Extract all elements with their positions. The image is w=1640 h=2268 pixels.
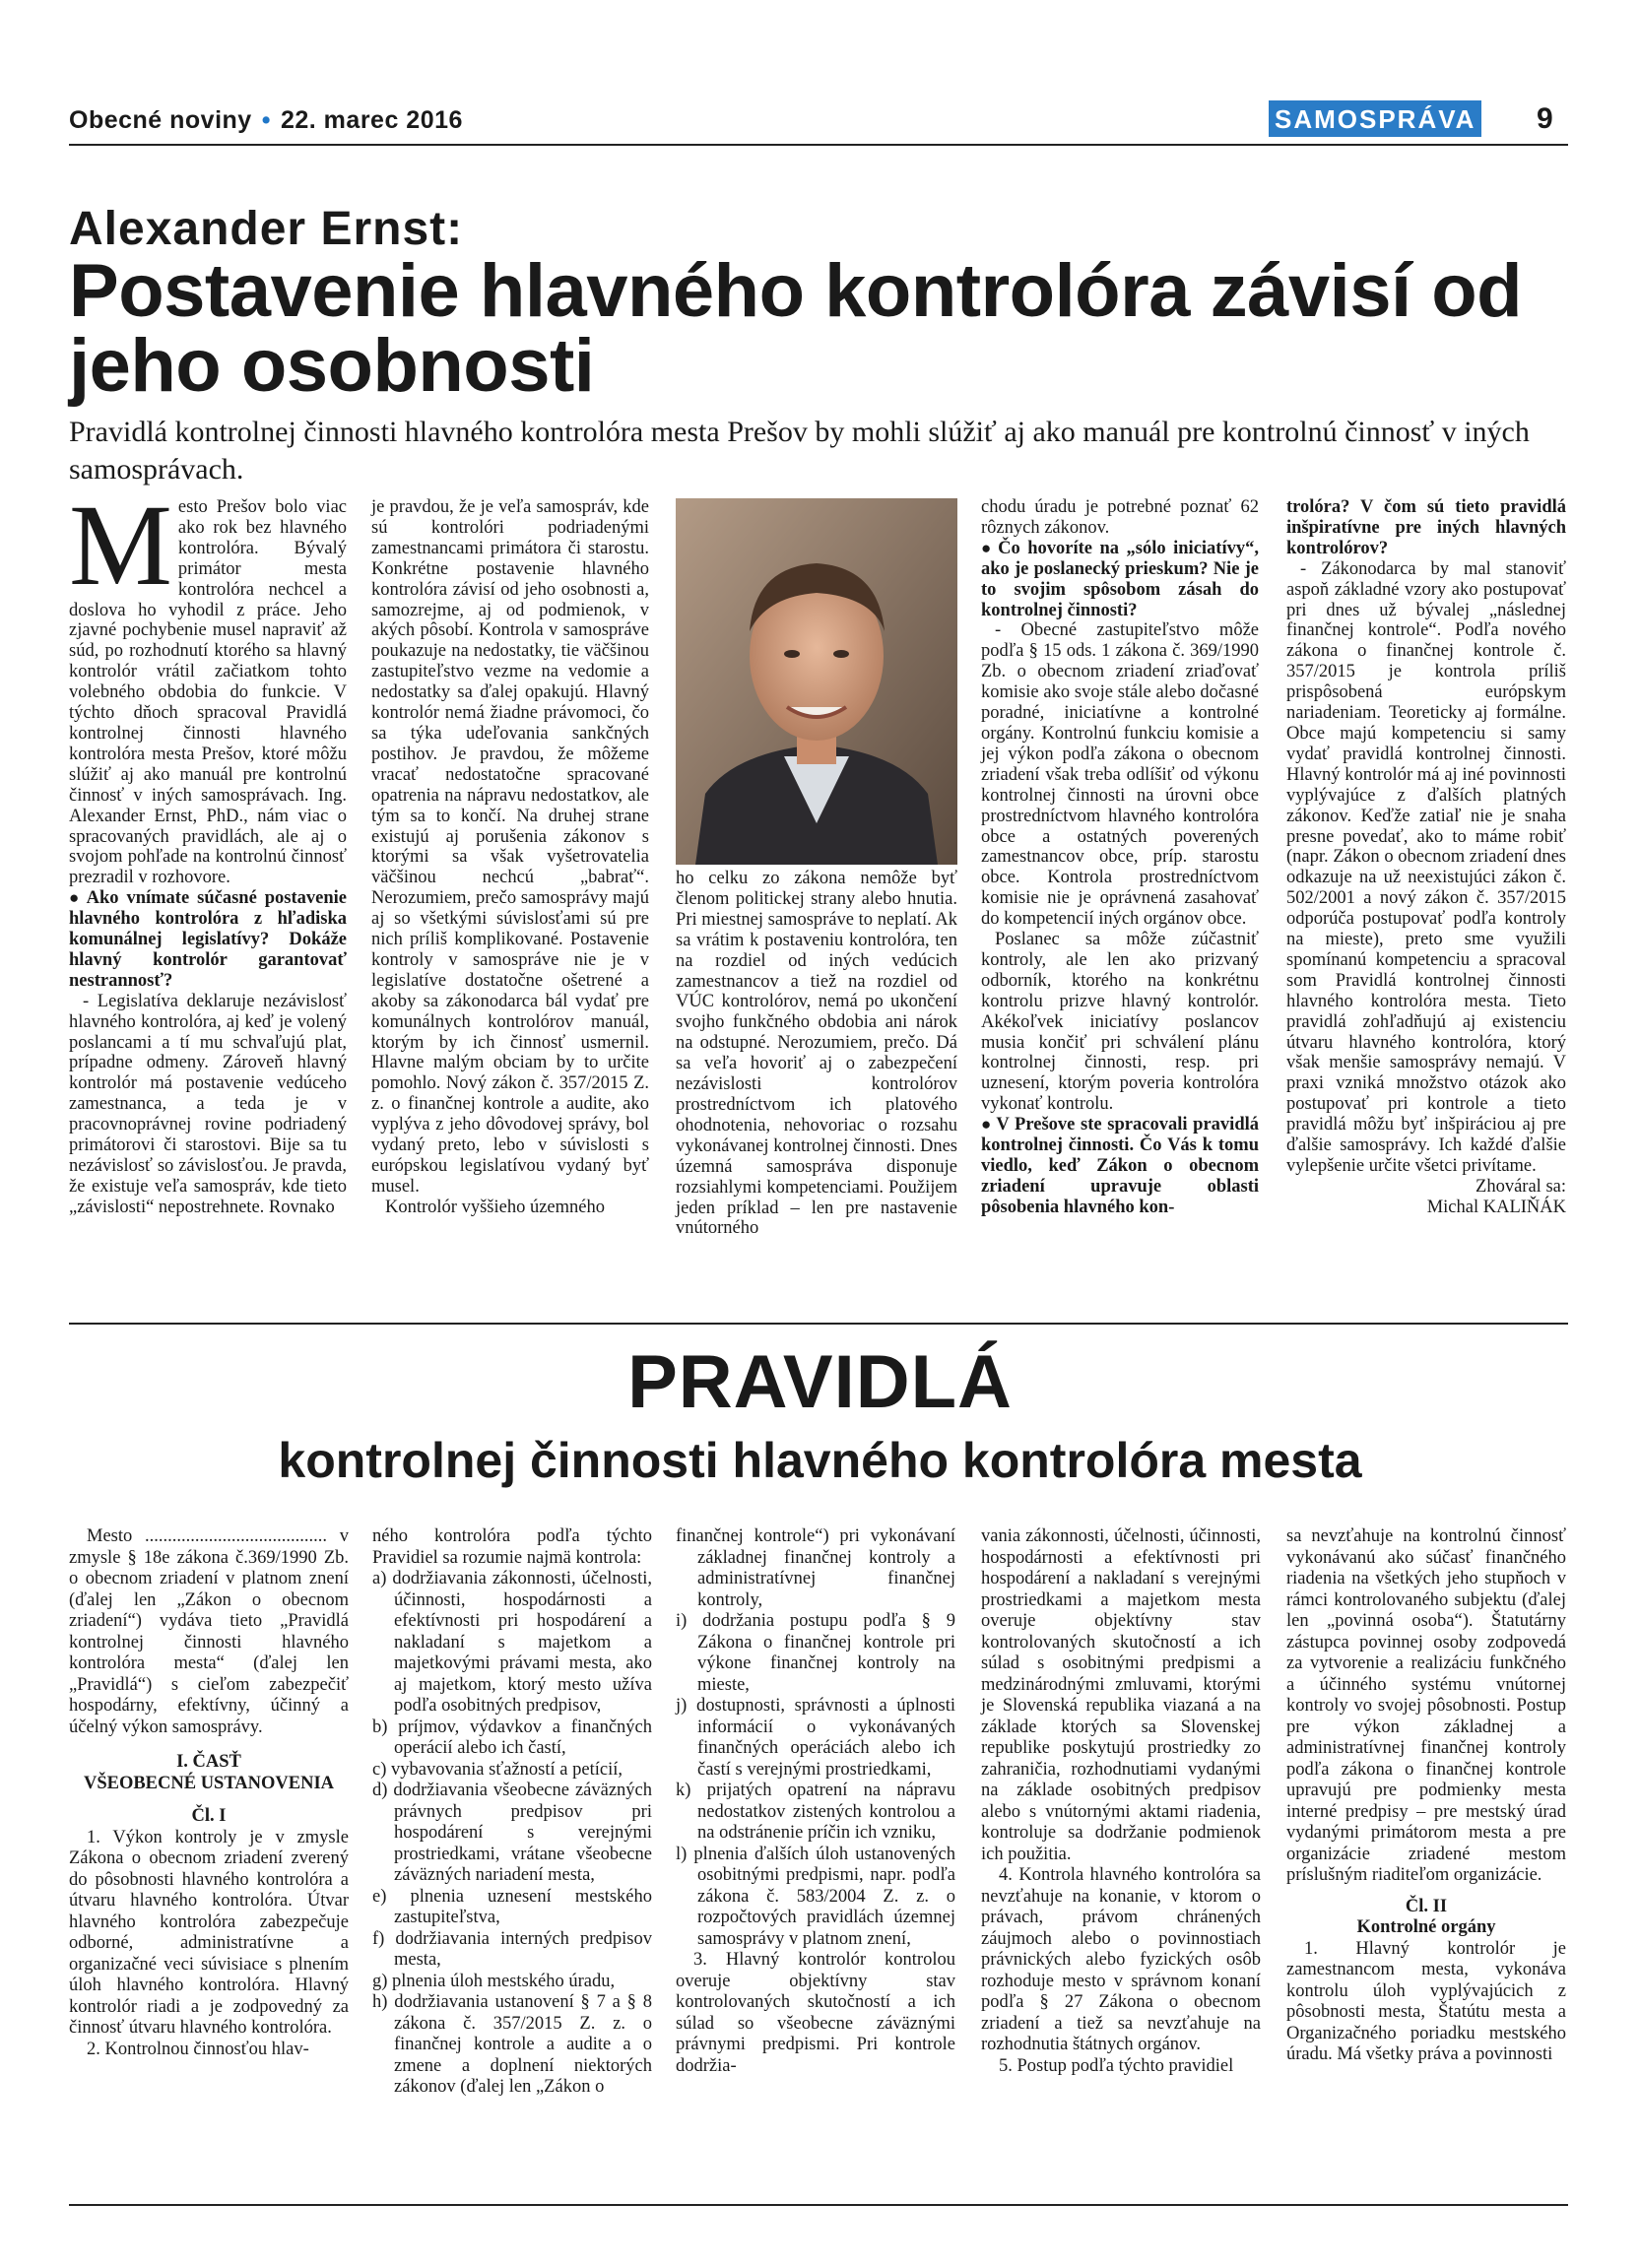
rules-column-1 — [69, 1526, 349, 2060]
list-item: i) dodržania postupu podľa § 9 Zákona o finančnej kontrole pri výkone finančnej kontroly na mieste, — [676, 1611, 955, 1695]
bullet-icon: ● — [981, 538, 995, 557]
answer-1-cont: je pravdou, že je veľa samospráv, kde sú kontrolóri podriadenými zamestnancami primátora či starostu. Konkrétne postavenie hlavného kontrolóra závisí od jeho osobnosti a, samozrejme, aj od podmienok, v akých pôsobí. Kontrola v samospráve poukazuje na nedostatky, tie väčšinou zastupiteľstvo vezme na vedomie a nedostatky sa ďalej opakujú. Hlavný kontrolór nemá žiadne právomoci, čo sa týka udeľovania sankčných postihov. Je pravdou, že môžeme vracať nedostatočne spracované opatrenia na nápravu nedostatkov, ale tým sa to končí. Na druhej strane existujú aj porušenia zákonov s ktorými sa však vyšetrovatelia väčšinou nechcú „babrať“. Nerozumiem, prečo samosprávy majú aj so všetkými súvislosťami sú pre nich príliš komplikované. Postavenie kontroly v samospráve nie je v legislatíve dostatočne ošetrené a akoby sa zákonodarca bál vydať pre komunálnych kontrolórov manuál, ktorým by ich činnosť usmernil. Hlavne malým obciam by to určite pomohlo. Nový zákon č. 357/2015 Z. z. o finančnej kontrole a audite, ako vyplýva z jeho dôvodovej správy, bol vydaný preto, lebo v súvislosti s európskou legislatívou vydaný byť musel. — [371, 497, 649, 1197]
header-rule — [69, 144, 1568, 146]
rules-paragraph-1: 1. Výkon kontroly je v zmysle Zákona o obecnom zriadení zverený do pôsobnosti hlavného kontrolóra a útvaru hlavného kontrolóra. Útvar hlavného kontrolóra zabezpečuje odborné, administratívne a organizačné veci súvisiace s plnením úloh hlavného kontrolóra. Hlavný kontrolór riadi a je zodpovedný za činnosť útvaru hlavného kontrolóra. — [69, 1827, 349, 2038]
list-item: b) príjmov, výdavkov a finančných operácií alebo ich častí, — [372, 1717, 652, 1758]
answer-1-cont-b: Kontrolór vyššieho územného — [385, 1197, 605, 1217]
list-item: a) dodržiavania zákonnosti, účelnosti, účinnosti, hospodárnosti a efektívnosti pri hospodárení a nakladaní s majetkom a majetkovými právami mesta, ako aj majetkom, ktorý mesto užíva podľa osobitných predpisov, — [372, 1569, 652, 1716]
rules-column-2 — [372, 1526, 652, 2099]
list-item: e) plnenia uznesení mestského zastupiteľstva, — [372, 1886, 652, 1927]
separator-dot: • — [261, 106, 271, 134]
list-item: g) plnenia úloh mestského úradu, — [372, 1971, 616, 1991]
paper-name: Obecné noviny — [69, 106, 252, 134]
rules-paragraph-5: 5. Postup podľa týchto pravidiel — [999, 2055, 1234, 2076]
issue-date: 22. marec 2016 — [280, 106, 463, 134]
article-number: Čl. II — [1405, 1896, 1448, 1916]
article-column-4 — [981, 497, 1259, 1218]
footer-rule — [69, 2204, 1568, 2206]
intro-paragraph: esto Prešov bolo viac ako rok bez hlavného kontrolóra. Bývalý primátor mesta kontrolóra nechcel a doslova ho vyhodil z práce. Jeho zjavné pochybenie musel napraviť až súd, po rozhodnutí ktorého sa hlavný kontrolór vrátil začiatkom tohto volebného obdobia do funkcie. V týchto dňoch spracoval Pravidlá kontrolnej činnosti hlavného kontrolóra mesta Prešov, ktoré môžu slúžiť aj ako manuál pre kontrolnú činnosť v iných samosprávach. Ing. Alexander Ernst, PhD., nám viac o spracovaných pravidlách, ale aj o svojom pohľade na kontrolnú činnosť prezradil v rozhovore. — [69, 497, 347, 888]
rules-c5-paragraph-1: 1. Hlavný kontrolór je zamestnancom mesta, vykonáva kontrolu úloh vyplývajúcich z pôsobnosti mesta, Štatútu mesta a Organizačného poriadku mestského úradu. Má všetky práva a povinnosti — [1286, 1938, 1566, 2064]
rules-paragraph-3: 3. Hlavný kontrolór kontrolou overuje objektívny stav kontrolovaných skutočností a ich súlad so všeobecne záväznými právnymi predpismi. Pri kontrole dodržia- — [676, 1950, 955, 2076]
question-2: ● Čo hovoríte na „sólo iniciatívy“, ako je poslanecký prieskum? Nie je to svojim spôsobom zásah do kontrolnej činnosti? — [981, 538, 1259, 620]
rules-subtitle: kontrolnej činnosti hlavného kontrolóra mesta — [278, 1433, 1362, 1488]
rules-paragraph-4: 4. Kontrola hlavného kontrolóra sa nevzťahuje na konanie, v ktorom o právach, právom chránených záujmoch alebo o povinnostiach právnických alebo fyzických osôb rozhoduje mesto v správnom konaní podľa § 27 Zákona o obecnom zriadení a tiež sa nevzťahuje na rozhodnutia štátnych orgánov. — [981, 1865, 1261, 2054]
rules-intro: Mesto ........................................ v zmysle § 18e zákona č.369/1990 Zb. o obecnom zriadení v platnom znení (ďalej len „Zákon o obecnom zriadení“) vydáva tieto „Pravidlá kontrolnej činnosti hlavného kontrolóra mesta“ (ďalej len „Pravidlá“) s cieľom zabezpečiť hospodárny, efektívny, účinný a účelný výkon samosprávy. — [69, 1526, 349, 1737]
section-divider — [69, 1323, 1568, 1325]
byline-label: Zhováral sa: — [1476, 1176, 1566, 1197]
article-column-3 — [676, 869, 957, 1239]
bullet-icon: ● — [69, 888, 83, 908]
masthead — [69, 106, 463, 135]
rules-c4-text: vania zákonnosti, účelnosti, účinnosti, hospodárnosti a efektívnosti pri hospodárení a nakladaní s verejnými prostriedkami a majetkom mesta overuje objektívny stav kontrolovaných skutočností a ich súlad s osobitnými predpismi a medzinárodnými zmluvami, ktorými je Slovenská republika viazaná a na základe ktorých sa Slovenskej republike poskytujú prostriedky zo zahraničia, rozhodnutiami vydanými na základe osobitných predpisov alebo s vnútornými aktami riadenia, kontroluje sa dodržanie podmienok ich použitia. — [981, 1526, 1261, 1864]
list-item: h) dodržiavania ustanovení § 7 a § 8 zákona č. 357/2015 Z. z. o finančnej kontrole a audite a o zmene a doplnení niektorých zákonov (ďalej len „Zákon o — [372, 1992, 652, 2097]
answer-1-end: chodu úradu je potrebné poznať 62 rôznych zákonov. — [981, 497, 1259, 538]
answer-2: - Obecné zastupiteľstvo môže podľa § 15 ods. 1 zákona č. 369/1990 Zb. o obecnom zriadení zriaďovať komisie ako svoje stále alebo dočasné poradné, iniciatívne a kontrolné orgány. Kontrolnú funkciu komisie a jej výkon podľa zákona o obecnom zriadení však treba odlíšiť od výkonu kontrolnej činnosti na úrovni obce prostredníctvom hlavného kontrolóra obce a ostatných poverených zamestnancov obce, príp. starostu obce. Kontrola prostredníctvom komisie nie je oprávnená zasahovať do kompetencií iných orgánov obce. — [981, 620, 1259, 930]
list-item: j) dostupnosti, správnosti a úplnosti informácií o vykonávaných finančných operáciách alebo ich častí s verejnými prostriedkami, — [676, 1696, 955, 1780]
bullet-icon: ● — [981, 1115, 993, 1134]
portrait-illustration — [676, 498, 957, 865]
list-item: finančnej kontrole“) pri vykonávaní základnej finančnej kontroly a administratívnej finančnej kontroly, — [676, 1526, 955, 1610]
rules-title: PRAVIDLÁ — [627, 1340, 1013, 1424]
answer-1-cont-c: ho celku zo zákona nemôže byť členom politickej strany alebo hnutia. Pri miestnej samospráve to neplatí. Ak sa vrátim k postaveniu kontrolóra, ten na rozdiel od iných vedúcich zamestnancov a tiež na rozdiel od VÚC kontrolórov, nemá po ukončení svojho funkčného obdobia ani nárok na odstupné. Nerozumiem, prečo. Dá sa veľa hovoriť aj o zabezpečení nezávislosti kontrolórov prostredníctvom ich platového ohodnotenia, nehovoriac o rozsahu vykonávanej kontrolnej činnosti. Dnes územná samospráva disponuje rozsiahlymi kompetenciami. Použijem jeden príklad – len pre nastavenie vnútorného — [676, 869, 957, 1239]
article-headline: Postavenie hlavného kontrolóra závisí od jeho osobnosti — [69, 249, 1523, 408]
article-column-5 — [1286, 497, 1566, 1218]
answer-1: - Legislatíva deklaruje nezávislosť hlavného kontrolóra, aj keď je volený poslancami a tí mu schvaľujú plat, prípadne odmeny. Zároveň hlavný kontrolór má postavenie vedúceho zamestnanca, a teda je v pracovnoprávnej rovine podriadený primátorovi či starostovi. Bije sa tu nezávislosť so závislosťou. Je pravda, že existuje veľa samospráv, kde tieto „závislosti“ nepostrehnete. Rovnako — [69, 991, 347, 1217]
page-number: 9 — [1537, 102, 1553, 135]
article-lead: Pravidlá kontrolnej činnosti hlavného kontrolóra mesta Prešov by mohli slúžiť aj ako manuál pre kontrolnú činnosť v iných samosprávach. — [69, 416, 1530, 486]
list-item: d) dodržiavania všeobecne záväzných právnych predpisov pri hospodárení s verejnými prostriedkami, vrátane všeobecne záväzných nariadení mesta, — [372, 1781, 652, 1885]
question-3-cont: trolóra? V čom sú tieto pravidlá inšpiratívne pre iných hlavných kontrolórov? — [1286, 497, 1566, 558]
rules-c5-text: sa nevzťahuje na kontrolnú činnosť vykonávanú ako súčasť finančného riadenia na všetkých jeho stupňoch v rámci kontrolovaného subjektu (ďalej len „povinná osoba“). Štatutárny zástupca povinnej osoby zodpovedá za vytvorenie a realizáciu funkčného a účinného systému vnútornej kontroly vo svojej pôsobnosti. Postup pre výkon základnej a administratívnej finančnej kontroly podľa zákona o finančnej kontrole upravujú pre podmienky mesta interné predpisy – pre mestský úrad vydanými primátorom mesta a pre organizácie zriadené mestom príslušným riaditeľom organizácie. — [1286, 1526, 1566, 1885]
rules-column-5 — [1286, 1526, 1566, 2066]
article-kicker: Alexander Ernst: — [69, 203, 464, 255]
list-item: k) prijatých opatrení na nápravu nedostatkov zistených kontrolou a na odstránenie príčin ich vzniku, — [676, 1781, 955, 1843]
dropcap: M — [69, 481, 172, 610]
list-item: c) vybavovania sťažností a petícií, — [372, 1759, 623, 1780]
byline-author: Michal KALIŇÁK — [1426, 1197, 1566, 1217]
answer-2b: Poslanec sa môže zúčastniť kontroly, ale len ako prizvaný odborník, ktorého na konkrétnu kontrolu prizve hlavný kontrolór. Akékoľvek iniciatívy poslancov musia končiť pri schválení plánu kontrolnej činnosti, resp. pri uznesení, ktorým poveria kontrolóra vykonať kontrolu. — [981, 930, 1259, 1115]
rules-column-4 — [981, 1526, 1261, 2077]
rules-paragraph-2: 2. Kontrolnou činnosťou hlav- — [87, 2039, 309, 2059]
part-heading: I. ČASŤ — [176, 1752, 241, 1772]
rules-c2-intro: ného kontrolóra podľa týchto Pravidiel sa rozumie najmä kontrola: — [372, 1526, 652, 1568]
article-number: Čl. I — [191, 1806, 227, 1826]
article-column-2 — [371, 497, 649, 1218]
rules-column-3 — [676, 1526, 955, 2077]
section-label: SAMOSPRÁVA — [1269, 100, 1481, 137]
question-1: ● Ako vnímate súčasné postavenie hlavného kontrolóra z hľadiska komunálnej legislatívy? Dokáže hlavný kontrolór garantovať nestrannosť? — [69, 888, 347, 991]
list-item: l) plnenia ďalších úloh ustanovených osobitnými predpismi, napr. podľa zákona č. 583/2004 Z. z. o rozpočtových pravidlách územnej samosprávy v platnom znení, — [676, 1844, 955, 1949]
question-3: ● V Prešove ste spracovali pravidlá kontrolnej činnosti. Čo Vás k tomu viedlo, keď Zákon o obecnom zriadení upravuje oblasti pôsobenia hlavného kon- — [981, 1115, 1259, 1217]
article-title: Kontrolné orgány — [1356, 1917, 1496, 1937]
list-item: f) dodržiavania interných predpisov mesta, — [372, 1928, 652, 1970]
part-title: VŠEOBECNÉ USTANOVENIA — [83, 1773, 335, 1793]
portrait-photo — [676, 498, 957, 865]
article-column-1 — [69, 481, 347, 1218]
answer-3: - Zákonodarca by mal stanoviť aspoň základné vzory ako postupovať pri dnes už bývalej „následnej finančnej kontrole“. Podľa nového zákona o finančnej kontrole č. 357/2015 je kontrola príliš prispôsobená európskym nariadeniam. Teoreticky aj formálne. Obce majú kompetenciu si samy vydať pravidlá kontrolnej činnosti. Hlavný kontrolór má aj iné povinnosti vyplývajúce z ďalších platných zákonov. Keďže zatiaľ nie je snaha presne povedať, ako to máme robiť (napr. Zákon o obecnom zriadení dnes odkazuje na už neexistujúci zákon č. 502/2001 a nový zákon č. 357/2015 odporúča postupovať podľa kontroly na mieste), preto sme využili spomínanú kompetenciu a spracoval som Pravidlá kontrolnej činnosti hlavného kontrolóra mesta. Tieto pravidlá zohľadňujú aj existenciu útvaru hlavného kontrolóra, ktorý však menšie samosprávy nemajú. V praxi vzniká množstvo otázok ako postupovať pri kontrole a tieto pravidlá môžu byť inšpiráciou aj pre ďalšie samosprávy. Ich každé ďalšie vylepšenie určite všetci privítame. — [1286, 558, 1566, 1176]
